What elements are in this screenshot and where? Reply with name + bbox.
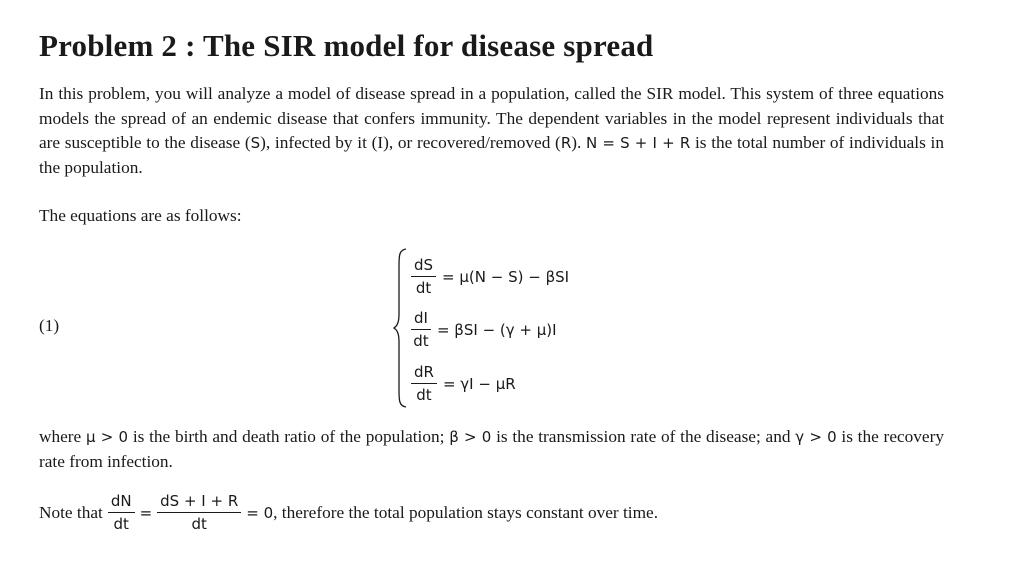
intro-text-1: In this problem, you will analyze a model of disease spread in a population, called the SIR model. This system of three equations models the spread of an endemic disease that confers immunity. The dependent variables in the model represent individuals that are susceptible to the disease ( [39, 84, 944, 152]
frac-num: dI [411, 309, 431, 330]
frac-num: dS + I + R [157, 492, 241, 513]
frac-num: dN [108, 492, 135, 513]
note-equals-zero: = 0 [246, 503, 274, 522]
fraction-ds-dt [411, 256, 436, 297]
equation-number: (1) [39, 316, 60, 335]
fraction-dr-dt [411, 363, 437, 404]
frac-num: dR [411, 363, 437, 384]
left-brace [393, 248, 407, 408]
note-line [39, 492, 658, 533]
equation-rhs: = γI − μR [442, 374, 516, 393]
params-text-2: is the birth and death ratio of the population; [128, 427, 450, 446]
frac-num: dS [411, 256, 436, 277]
frac-den: dt [113, 515, 129, 533]
frac-den: dt [413, 332, 429, 350]
note-equals: = [139, 503, 153, 522]
note-prefix: Note that [39, 502, 103, 522]
fraction-di-dt [411, 309, 431, 350]
intro-math-r: R [560, 134, 572, 152]
params-math-gamma: γ > 0 [795, 428, 837, 446]
fraction-sum-dt [157, 492, 241, 533]
fraction-dn-dt [108, 492, 135, 533]
frac-den: dt [415, 279, 432, 297]
equation-rhs: = βSI − (γ + μ)I [436, 320, 557, 339]
note-suffix: , therefore the total population stays constant over time. [273, 502, 659, 522]
equation-ds [411, 256, 569, 297]
frac-den: dt [416, 386, 432, 404]
intro-text-3: ). [571, 133, 587, 152]
equation-dr [411, 363, 516, 404]
problem-title: Problem 2 : The SIR model for disease spread [39, 28, 654, 63]
params-math-mu: μ > 0 [85, 428, 129, 446]
equation-di [411, 309, 557, 350]
params-text-1: where [39, 427, 86, 446]
equations-intro: The equations are as follows: [39, 206, 242, 225]
intro-text-2: ), infected by it (I), or recovered/removed ( [260, 133, 561, 152]
params-math-beta: β > 0 [449, 428, 492, 446]
equation-rhs: = μ(N − S) − βSI [442, 267, 570, 286]
parameters-paragraph [39, 425, 944, 474]
intro-paragraph [39, 82, 944, 180]
params-text-3: is the transmission rate of the disease; and [491, 427, 796, 446]
params-text-4: is the recovery rate from infection. [39, 427, 945, 471]
intro-math-s: S [250, 134, 261, 152]
intro-math-total: N = S + I + R [586, 134, 691, 152]
frac-den: dt [191, 515, 207, 533]
intro-text-4: is the total number of individuals in the population. [39, 133, 944, 177]
